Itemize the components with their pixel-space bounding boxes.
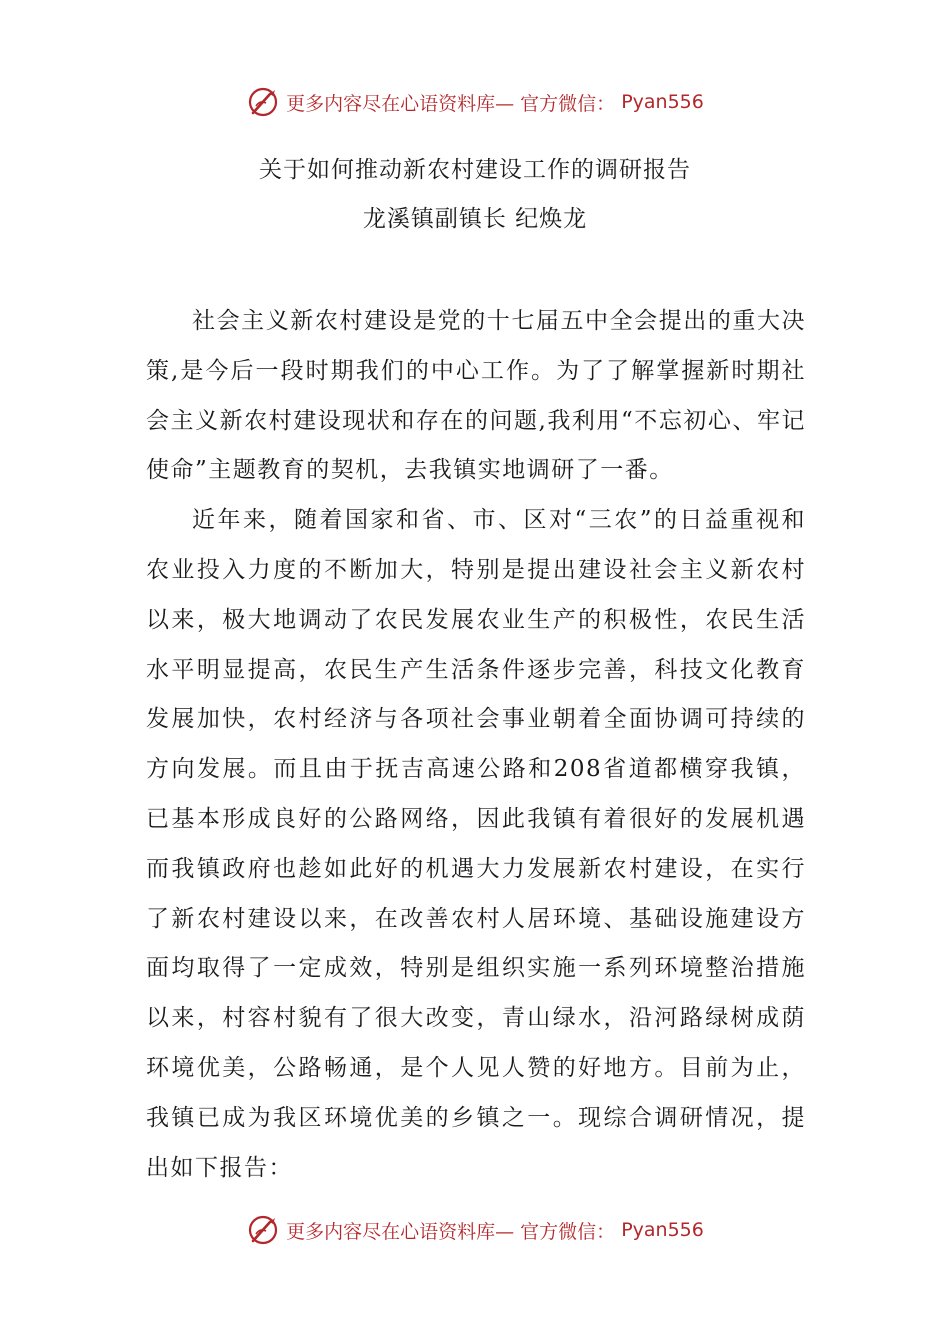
document-title: 关于如何推动新农村建设工作的调研报告	[259, 157, 691, 183]
watermark-label: 官方微信：	[520, 1220, 616, 1243]
watermark-text: 更多内容尽在心语资料库—	[286, 92, 515, 115]
watermark-text: 更多内容尽在心语资料库—	[286, 1220, 515, 1243]
watermark-header	[0, 82, 950, 122]
watermark-label: 官方微信：	[520, 92, 616, 115]
paragraph: 社会主义新农村建设是党的十七届五中全会提出的重大决策,是今后一段时期我们的中心工作。为了了解掌握新时期社会主义新农村建设现状和存在的问题,我利用“不忘初心、牢记使命”主题教育的契机，去我镇实地调研了一番。	[146, 308, 806, 484]
watermark-id: Pyan556	[621, 91, 704, 113]
pen-logo-icon	[246, 1213, 280, 1247]
document-author: 龙溪镇副镇长 纪焕龙	[362, 206, 588, 232]
paragraph: 近年来，随着国家和省、市、区对“三农”的日益重视和农业投入力度的不断加大，特别是提出建设社会主义新农村以来，极大地调动了农民发展农业生产的积极性，农民生活水平明显提高，农民生产生活条件逐步完善，科技文化教育发展加快，农村经济与各项社会事业朝着全面协调可持续的方向发展。而且由于抚吉高速公路和208省道都横穿我镇，已基本形成良好的公路网络，因此我镇有着很好的发展机遇而我镇政府也趁如此好的机遇大力发展新农村建设，在实行了新农村建设以来，在改善农村人居环境、基础设施建设方面均取得了一定成效，特别是组织实施一系列环境整治措施以来，村容村貌有了很大改变，青山绿水，沿河路绿树成荫环境优美，公路畅通，是个人见人赞的好地方。目前为止，我镇已成为我区环境优美的乡镇之一。现综合调研情况，提出如下报告：	[146, 507, 806, 1181]
pen-logo-icon	[246, 85, 280, 119]
document-body	[146, 297, 806, 1193]
watermark-id: Pyan556	[621, 1219, 704, 1241]
watermark-footer	[0, 1210, 950, 1250]
